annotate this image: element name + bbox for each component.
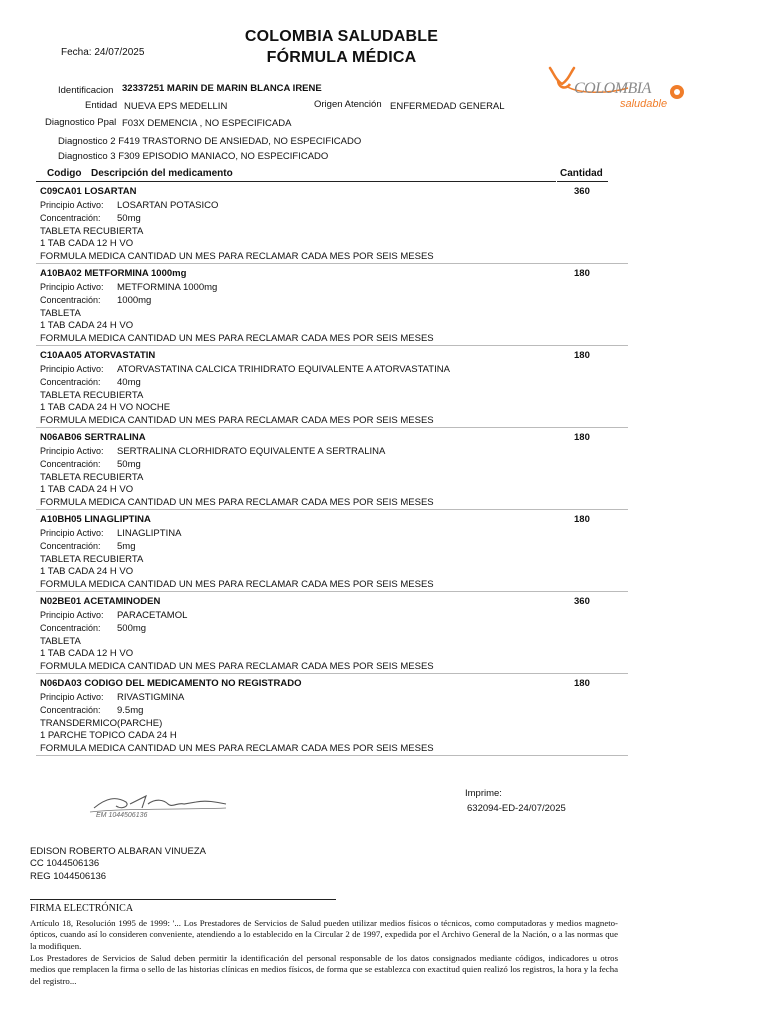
imprime-label: Imprime: xyxy=(465,788,502,799)
principio-label: Principio Activo: xyxy=(40,527,104,538)
med-concentracion: 50mg xyxy=(117,213,141,224)
med-dosis: 1 PARCHE TOPICO CADA 24 H xyxy=(40,730,177,741)
concentracion-label: Concentración: xyxy=(40,541,101,551)
row-divider xyxy=(36,345,628,346)
med-concentracion: 50mg xyxy=(117,459,141,470)
med-nota: FORMULA MEDICA CANTIDAD UN MES PARA RECLAMAR CADA MES POR SEIS MESES xyxy=(40,578,434,590)
signer-reg: REG 1044506136 xyxy=(30,871,107,882)
origen-value: ENFERMEDAD GENERAL xyxy=(390,101,505,112)
signer-cc: CC 1044506136 xyxy=(30,858,100,869)
med-name: C10AA05 ATORVASTATIN xyxy=(40,350,156,361)
principio-label: Principio Activo: xyxy=(40,445,104,456)
row-divider xyxy=(36,427,628,428)
col-descripcion: Descripción del medicamento xyxy=(91,168,233,179)
imprime-value: 632094-ED-24/07/2025 xyxy=(467,803,566,814)
concentracion-label: Concentración: xyxy=(40,705,101,715)
med-name: N06AB06 SERTRALINA xyxy=(40,432,146,443)
med-qty: 180 xyxy=(574,678,590,689)
concentracion-label: Concentración: xyxy=(40,295,101,305)
fecha: Fecha: 24/07/2025 xyxy=(61,47,145,58)
page-subtitle: FÓRMULA MÉDICA xyxy=(266,49,417,66)
medication-item xyxy=(40,596,630,673)
medication-item xyxy=(40,350,630,427)
concentracion-label: Concentración: xyxy=(40,213,101,223)
med-name: A10BH05 LINAGLIPTINA xyxy=(40,514,151,525)
concentracion-label: Concentración: xyxy=(40,459,101,469)
med-nota: FORMULA MEDICA CANTIDAD UN MES PARA RECLAMAR CADA MES POR SEIS MESES xyxy=(40,742,434,754)
med-forma: TABLETA RECUBIERTA xyxy=(40,225,144,237)
entidad-label: Entidad xyxy=(85,100,118,111)
signer-name: EDISON ROBERTO ALBARAN VINUEZA xyxy=(30,846,206,857)
med-nota: FORMULA MEDICA CANTIDAD UN MES PARA RECLAMAR CADA MES POR SEIS MESES xyxy=(40,414,434,426)
med-concentracion: 40mg xyxy=(117,377,141,388)
med-name: C09CA01 LOSARTAN xyxy=(40,186,137,197)
entidad-value: NUEVA EPS MEDELLIN xyxy=(124,101,228,112)
med-principio: SERTRALINA CLORHIDRATO EQUIVALENTE A SERTRALINA xyxy=(117,445,386,457)
signature-text: EM 1044506136 xyxy=(96,812,148,819)
med-qty: 180 xyxy=(574,350,590,361)
medication-item xyxy=(40,678,630,755)
logo-text: COLOMBIA xyxy=(574,80,651,97)
med-forma: TABLETA RECUBIERTA xyxy=(40,389,144,401)
med-principio: LOSARTAN POTASICO xyxy=(117,199,219,211)
firma-label: FIRMA ELECTRÓNICA xyxy=(30,903,134,914)
med-dosis: 1 TAB CADA 12 H VO xyxy=(40,648,134,659)
signature-rule xyxy=(30,899,336,900)
med-dosis: 1 TAB CADA 24 H VO xyxy=(40,484,134,495)
med-forma: TABLETA xyxy=(40,307,81,319)
med-qty: 180 xyxy=(574,432,590,443)
med-concentracion: 1000mg xyxy=(117,295,152,306)
med-nota: FORMULA MEDICA CANTIDAD UN MES PARA RECLAMAR CADA MES POR SEIS MESES xyxy=(40,250,434,262)
med-qty: 360 xyxy=(574,596,590,607)
principio-label: Principio Activo: xyxy=(40,281,104,292)
page-title: COLOMBIA SALUDABLE xyxy=(244,28,439,45)
legal-paragraph-1: Artículo 18, Resolución 1995 de 1999: '... Los Prestadores de Servicios de Salud pueden utilizar medios físicos o técnicos, como computadoras y medios magneto-ópticos, cuando así lo consideren conveniente, atendiendo a lo establecido en la Circular 2 de 1997, expedida por el Archivo General de la Nación, o a las normas que la modifiquen. xyxy=(30,918,618,951)
med-name: N06DA03 CODIGO DEL MEDICAMENTO NO REGISTRADO xyxy=(40,678,302,689)
concentracion-label: Concentración: xyxy=(40,623,101,633)
med-nota: FORMULA MEDICA CANTIDAD UN MES PARA RECLAMAR CADA MES POR SEIS MESES xyxy=(40,660,434,672)
concentracion-label: Concentración: xyxy=(40,377,101,387)
med-forma: TABLETA RECUBIERTA xyxy=(40,553,144,565)
med-forma: TRANSDERMICO(PARCHE) xyxy=(40,717,163,729)
row-divider xyxy=(36,673,628,674)
medication-item xyxy=(40,268,630,345)
medication-item xyxy=(40,186,630,263)
med-name: N02BE01 ACETAMINODEN xyxy=(40,596,161,607)
med-concentracion: 500mg xyxy=(117,623,147,634)
med-principio: RIVASTIGMINA xyxy=(117,691,185,703)
col-codigo: Codigo xyxy=(47,168,82,179)
colombia-saludable-logo xyxy=(548,64,688,114)
principio-label: Principio Activo: xyxy=(40,199,104,210)
med-qty: 360 xyxy=(574,186,590,197)
med-forma: TABLETA xyxy=(40,635,81,647)
med-principio: ATORVASTATINA CALCICA TRIHIDRATO EQUIVALENTE A ATORVASTATINA xyxy=(117,363,450,375)
diag-ppal-value: F03X DEMENCIA , NO ESPECIFICADA xyxy=(122,118,292,129)
med-principio: PARACETAMOL xyxy=(117,609,188,621)
legal-paragraph-2: Los Prestadores de Servicios de Salud deben permitir la identificación del personal responsable de los datos consignados mediante códigos, indicadores u otros medios que remplacen la firma o sello de las historias clínicas en medios físicos, de forma que se establezca con exactitud quien realizó los registros, la hora y la fecha del registro... xyxy=(30,953,618,986)
origen-label: Origen Atención xyxy=(314,99,382,110)
med-concentracion: 5mg xyxy=(117,541,136,552)
med-dosis: 1 TAB CADA 24 H VO xyxy=(40,320,134,331)
diagnostico-3: Diagnostico 3 F309 EPISODIO MANIACO, NO ESPECIFICADO xyxy=(58,151,329,162)
med-nota: FORMULA MEDICA CANTIDAD UN MES PARA RECLAMAR CADA MES POR SEIS MESES xyxy=(40,332,434,344)
medication-item xyxy=(40,432,630,509)
handwritten-signature xyxy=(86,790,236,830)
principio-label: Principio Activo: xyxy=(40,363,104,374)
id-value: 32337251 MARIN DE MARIN BLANCA IRENE xyxy=(122,83,322,94)
med-qty: 180 xyxy=(574,268,590,279)
med-qty: 180 xyxy=(574,514,590,525)
row-divider xyxy=(36,755,628,756)
principio-label: Principio Activo: xyxy=(40,691,104,702)
medication-item xyxy=(40,514,630,591)
header-rule-qty xyxy=(557,181,608,182)
diagnostico-2: Diagnostico 2 F419 TRASTORNO DE ANSIEDAD, NO ESPECIFICADO xyxy=(58,136,362,147)
med-dosis: 1 TAB CADA 24 H VO xyxy=(40,566,134,577)
row-divider xyxy=(36,509,628,510)
principio-label: Principio Activo: xyxy=(40,609,104,620)
diag-ppal-label: Diagnostico Ppal xyxy=(45,117,117,128)
logo-subtext: saludable xyxy=(620,98,668,110)
med-dosis: 1 TAB CADA 12 H VO xyxy=(40,238,134,249)
row-divider xyxy=(36,263,628,264)
med-principio: METFORMINA 1000mg xyxy=(117,281,218,293)
med-name: A10BA02 METFORMINA 1000mg xyxy=(40,268,187,279)
id-label: Identificacion xyxy=(58,85,114,96)
med-concentracion: 9.5mg xyxy=(117,705,144,716)
col-cantidad: Cantidad xyxy=(560,168,603,179)
med-nota: FORMULA MEDICA CANTIDAD UN MES PARA RECLAMAR CADA MES POR SEIS MESES xyxy=(40,496,434,508)
med-forma: TABLETA RECUBIERTA xyxy=(40,471,144,483)
med-principio: LINAGLIPTINA xyxy=(117,527,182,539)
row-divider xyxy=(36,591,628,592)
med-dosis: 1 TAB CADA 24 H VO NOCHE xyxy=(40,402,171,413)
header-rule xyxy=(36,181,556,182)
